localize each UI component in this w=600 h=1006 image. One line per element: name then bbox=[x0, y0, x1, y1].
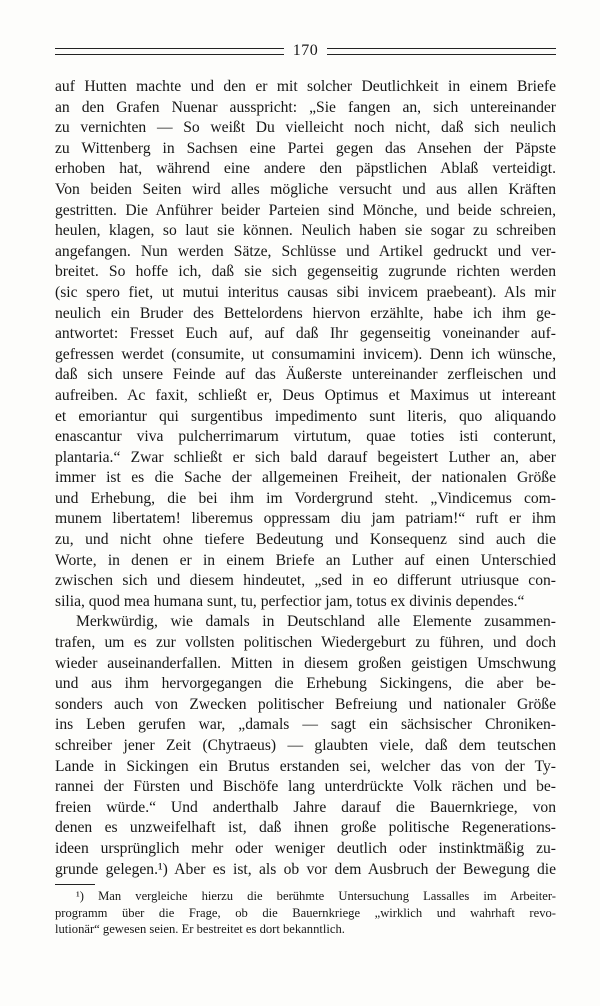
footnote-line: lutionär“ gewesen seien. Er bestreitet es dort bekanntlich. bbox=[55, 922, 345, 937]
body-line: gestritten. Die Anführer beider Parteien sind Mönche, und beide schreien, bbox=[55, 201, 556, 219]
body-line: Von beiden Seiten wird alles mögliche versucht und aus allen Kräften bbox=[55, 180, 556, 198]
body-line: zu, und nicht ohne tiefere Bedeutung und Konsequenz sind auch die bbox=[55, 531, 556, 549]
body-line: heulen, klagen, so laut sie können. Neulich haben sie sogar zu schreiben bbox=[55, 222, 556, 240]
body-line: zwischen sich und diesem hindeutet, „sed in eo differunt utriusque con- bbox=[55, 572, 556, 590]
book-page bbox=[55, 40, 556, 938]
body-line: rannei der Fürsten und Bischöfe lang unterdrückte Volk rächen und be- bbox=[55, 778, 556, 796]
footnote-line: ¹) Man vergleiche hierzu die berühmte Untersuchung Lassalles im Arbeiter- bbox=[76, 889, 556, 904]
body-line: trafen, um es zur vollsten politischen Wiedergeburt zu führen, und doch bbox=[55, 634, 556, 652]
page-number: 170 bbox=[292, 42, 319, 59]
body-line: und aus ihm hervorgegangen die Erhebung Sickingens, die aber be- bbox=[55, 675, 556, 693]
body-line: ins Leben gerufen war, „damals — sagt ein sächsischer Chroniken- bbox=[55, 716, 556, 734]
body-line: denen es unzweifelhaft ist, daß ihnen große politische Regenerations- bbox=[55, 819, 556, 837]
body-line: auf Hutten machte und den er mit solcher Deutlichkeit in einem Briefe bbox=[55, 78, 556, 95]
footnote-line: programm über die Frage, ob die Bauernkriege „wirklich und wahrhaft revo- bbox=[55, 905, 556, 920]
body-line: et emoriantur qui surgentibus impedimento sunt literis, quo aliquando bbox=[55, 407, 556, 425]
body-line: (sic spero fiet, ut mutui interitus causas sibi invicem praebeant). Als mir bbox=[55, 283, 556, 301]
body-line: ideen ursprünglich mehr oder weniger deutlich oder instinktmäßig zu- bbox=[55, 839, 556, 857]
body-line: Lande in Sickingen ein Brutus erstanden sei, welcher das von der Ty- bbox=[55, 757, 556, 775]
body-line: Worte, in denen er in einem Briefe an Luther auf einen Unterschied bbox=[55, 551, 556, 569]
body-line: enascantur viva pulcherrimarum virtutum, quae toties isti conterunt, bbox=[55, 428, 556, 446]
body-line: wieder auseinanderfallen. Mitten in diesem großen geistigen Umschwung bbox=[55, 654, 556, 672]
body-line: aufreiben. Ac faxit, schließt er, Deus Optimus et Maximus ut intereant bbox=[55, 386, 556, 404]
body-line: plantaria.“ Zwar schließt er sich bald darauf begeistert Luther an, aber bbox=[55, 448, 556, 466]
body-line: und Erhebung, die bei ihm im Vordergrund steht. „Vindicemus com- bbox=[55, 489, 556, 507]
footnote bbox=[55, 888, 556, 938]
body-line: angefangen. Nun werden Sätze, Schlüsse und Artikel gedruckt und ver- bbox=[55, 242, 556, 260]
body-line: schreiber jener Zeit (Chytraeus) — glaubten viele, daß dem teutschen bbox=[55, 737, 556, 754]
body-line: zu Wittenberg in Sachsen eine Partei gegen das Ansehen der Päpste bbox=[55, 139, 556, 157]
body-line: daß sich unsere Feinde auf das Äußerste untereinander zerfleischen und bbox=[55, 366, 556, 384]
body-line: immer ist es die Sache der allgemeinen Freiheit, der nationalen Größe bbox=[55, 469, 556, 487]
body-line: erhoben hat, während eine andere den päpstlichen Ablaß verteidigt. bbox=[55, 160, 556, 178]
body-text bbox=[55, 77, 556, 880]
body-line: zu vernichten — So weißt Du vielleicht noch nicht, daß sich neulich bbox=[55, 119, 556, 137]
body-line: Merkwürdig, wie damals in Deutschland alle Elemente zusammen- bbox=[76, 613, 556, 631]
header-rule-left bbox=[55, 48, 284, 55]
body-line: silia, quod mea humana sunt, tu, perfectior jam, totus ex divinis dependes.“ bbox=[55, 592, 525, 610]
body-line: gefressen werdet (consumite, ut consumamini invicem). Denn ich wünsche, bbox=[55, 345, 556, 363]
body-line: sonders auch von Zwecken politischer Befreiung und nationaler Größe bbox=[55, 695, 556, 713]
body-line: neulich ein Bruder des Bettelordens hiervon erzählte, habe ich ihm ge- bbox=[55, 304, 556, 322]
header-rule-right bbox=[327, 48, 556, 55]
body-line: an den Grafen Nuenar ausspricht: „Sie fangen an, sich untereinander bbox=[55, 98, 556, 116]
footnote-separator bbox=[55, 884, 95, 885]
body-line: freien würde.“ Und anderthalb Jahre darauf die Bauernkriege, von bbox=[55, 798, 556, 816]
body-line: grunde gelegen.¹) Aber es ist, als ob vor dem Ausbruch der Bewegung die bbox=[55, 860, 556, 878]
page-header bbox=[55, 40, 556, 62]
body-line: breitet. So hoffe ich, daß sie sich gegenseitig zugrunde richten werden bbox=[55, 263, 556, 281]
body-line: munem libertatem! liberemus oppressam diu jam patriam!“ ruft er ihm bbox=[55, 510, 556, 528]
body-line: antwortet: Fresset Euch auf, auf daß Ihr gegenseitig voneinander auf- bbox=[55, 325, 556, 343]
